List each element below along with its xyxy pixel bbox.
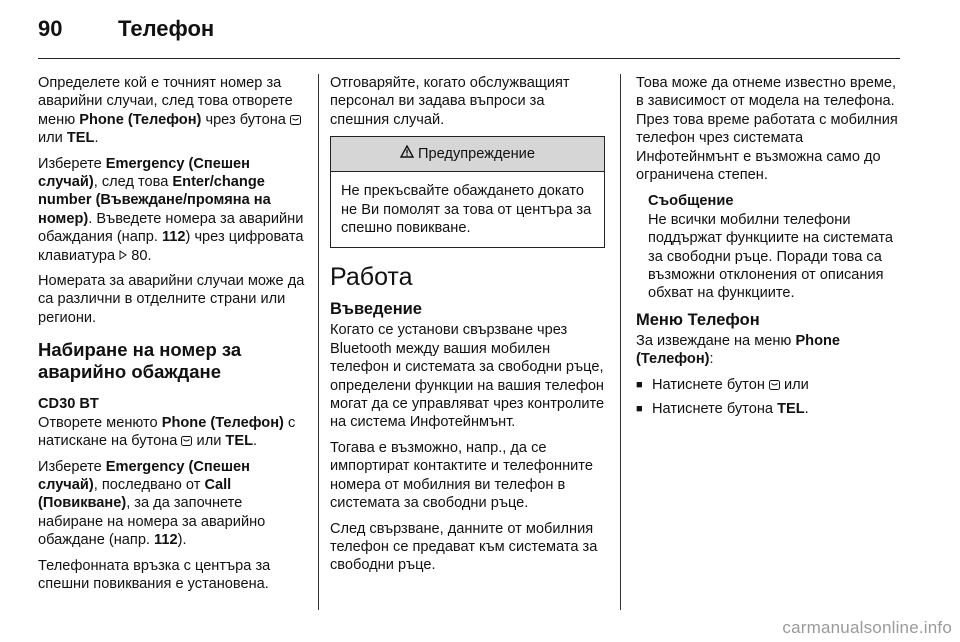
note-body: Не всички мобилни телефони поддържат функциите на системата за свободни ръце. Поради това са възможни отклонения от описания обхват на функциите. <box>648 211 893 302</box>
page-header <box>38 16 214 52</box>
column-divider-1 <box>318 74 319 610</box>
warning-title: Предупреждение <box>418 146 535 163</box>
header-divider <box>38 58 900 59</box>
square-bullet-icon: ■ <box>636 403 643 416</box>
paragraph: Когато се установи свързване чрез Bluetooth между вашия мобилен телефон и системата за свободни ръце, определени функции на вашия телефон могат да се управляват чрез контролите на система Инфотейнмънт. <box>330 322 605 431</box>
paragraph: Определете кой е точният номер за аварийни случаи, след това отворете меню Phone (Телефон) чрез бутона или TEL. <box>38 74 306 148</box>
warning-body: Не прекъсвайте обаждането докато не Ви помолят за това от центъра за спешно повикване. <box>341 183 592 237</box>
note-title: Съобщение <box>648 193 734 210</box>
watermark: carmanualsonline.info <box>782 618 952 637</box>
list-item: ■ Натиснете бутон или <box>636 376 809 393</box>
warning-header <box>331 137 604 172</box>
warning-triangle-icon <box>400 145 414 163</box>
paragraph: Изберете Emergency (Спешен случай), след това Enter/change number (Въвеждане/промяна на номер). Въведете номера за аварийни обаждания (напр. 112) чрез цифровата клавиатура 80. <box>38 155 304 264</box>
subheading: Въведение <box>330 300 422 319</box>
square-bullet-icon: ■ <box>636 378 643 391</box>
paragraph: За извеждане на меню Phone (Телефон): <box>636 332 841 368</box>
paragraph: След свързване, данните от мобилния телефон се предават към системата за свободни ръце. <box>330 520 598 574</box>
section-heading: Набиране на номер за аварийно обаждане <box>38 339 242 383</box>
paragraph: Това може да отнеме известно време, в зависимост от модела на телефона. През това време работата с мобилния телефон чрез системата Инфотейнмънт е възможна само до ограничена степен. <box>636 75 898 184</box>
paragraph: Номерата за аварийни случаи може да са различни в отделните страни или региони. <box>38 273 305 326</box>
section-heading: Меню Телефон <box>636 310 760 329</box>
paragraph: Телефонната връзка с центъра за спешни повиквания е установена. <box>38 557 271 592</box>
column-divider-2 <box>620 74 621 610</box>
warning-box <box>330 136 605 248</box>
paragraph: Отговаряйте, когато обслужващият персонал ви задава въпроси за спешния случай. <box>330 75 570 128</box>
phone-button-icon <box>290 115 301 125</box>
phone-button-icon <box>769 380 780 390</box>
paragraph: Изберете Emergency (Спешен случай), последвано от Call (Повикване), за да започнете набиране на номера за аварийно обаждане (напр. 112). <box>38 458 266 549</box>
note-box <box>648 192 902 302</box>
column-3 <box>636 74 902 425</box>
paragraph: Отворете менюто Phone (Телефон) с натискане на бутона или TEL. <box>38 414 296 450</box>
page-number: 90 <box>38 16 63 41</box>
list-item: ■ Натиснете бутона TEL. <box>636 401 809 418</box>
column-2 <box>330 74 605 582</box>
column-1 <box>38 74 306 600</box>
subheading: CD30 BT <box>38 396 99 413</box>
paragraph: Тогава е възможно, напр., да се импортират контактите и телефонните номера от мобилния ви телефон в системата за свободни ръце. <box>330 439 593 512</box>
phone-button-icon <box>181 436 192 446</box>
xref-arrow-icon <box>119 247 127 257</box>
page-title: Телефон <box>118 16 215 41</box>
section-heading: Работа <box>330 263 413 292</box>
